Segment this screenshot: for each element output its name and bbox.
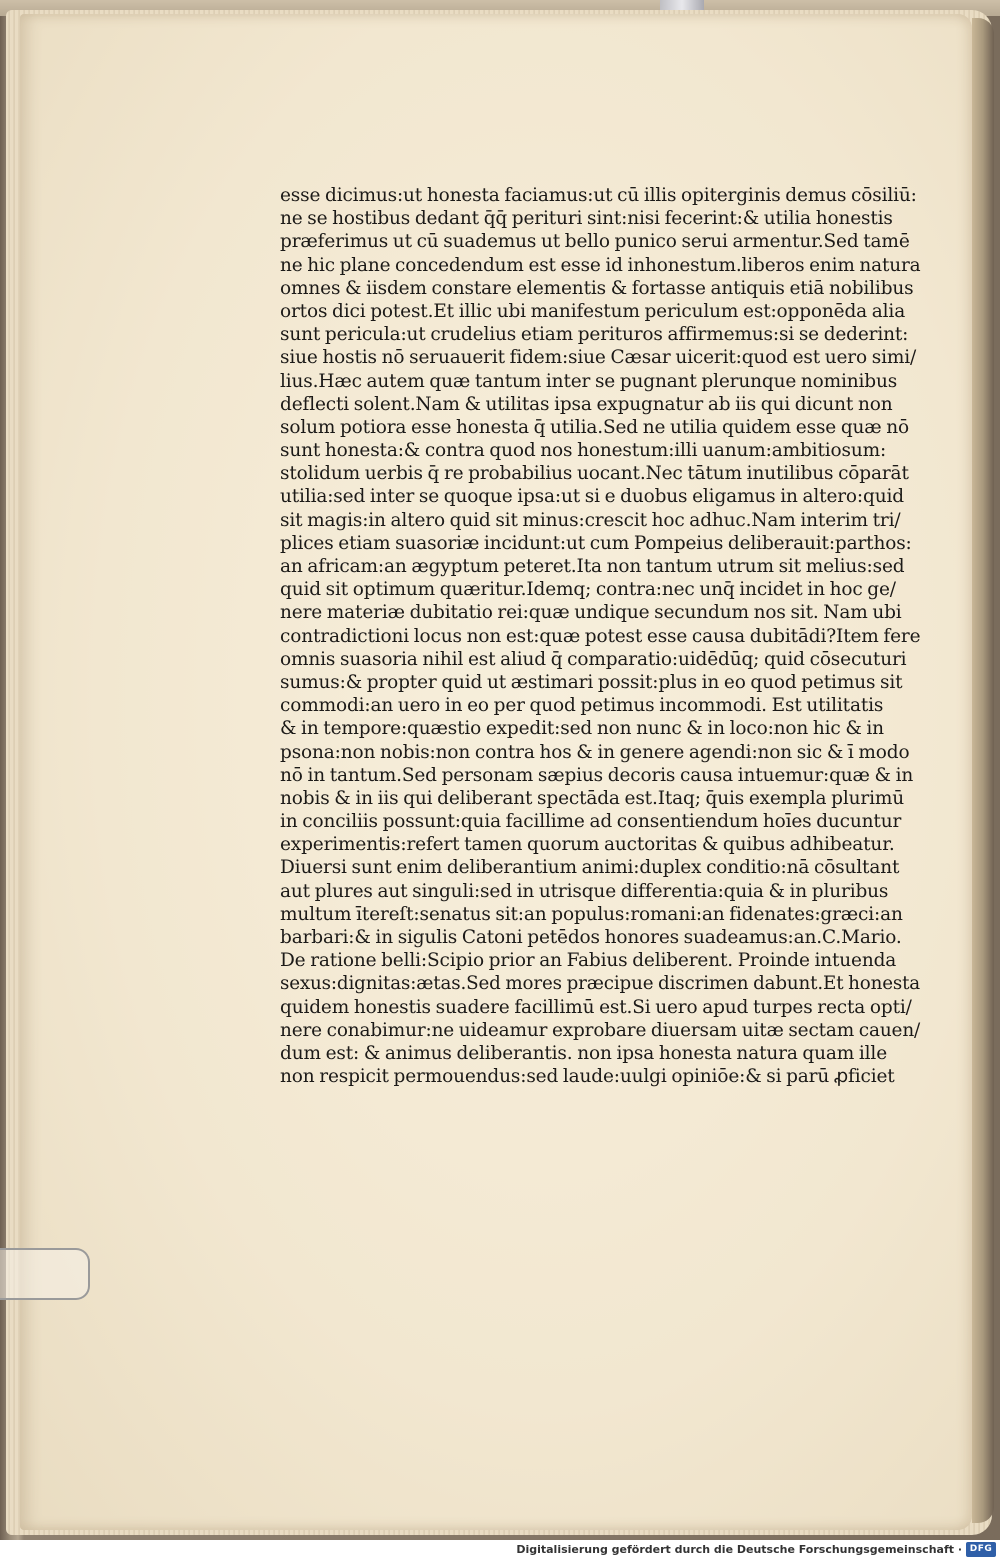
text-line: psona:non nobis:non contra hos & in genere agendi:non sic & ī modo <box>280 741 910 763</box>
text-line: utilia:sed inter se quoque ipsa:ut si e duobus eligamus in altero:quid <box>280 486 904 508</box>
text-line: lius.Hæc autem quæ tantum inter se pugnant plerunque nominibus <box>280 370 898 392</box>
text-line: ortos dici potest.Et illic ubi manifestum periculum est:opponēda alia <box>280 300 906 322</box>
text-line: an africam:an ægyptum peteret.Ita non tantum utrum sit melius:sed <box>280 556 905 577</box>
text-line: ne hic plane concedendum est esse id inhonestum.liberos enim natura <box>280 254 921 276</box>
text-line: plices etiam suasoriæ incidunt:ut cum Pompeius deliberauit:parthos: <box>280 532 912 554</box>
text-line: quidem honestis suadere facillimū est.Si uero apud turpes recta opti/ <box>280 996 912 1018</box>
dfg-logo: DFG <box>966 1542 996 1557</box>
text-line: barbari:& in sigulis Catoni petēdos honores suadeamus:an.C.Mario. <box>280 927 902 948</box>
text-line: nō in tantum.Sed personam sæpius decoris causa intuemur:quæ & in <box>280 764 914 786</box>
funding-credit: Digitalisierung gefördert durch die Deutsche Forschungsgemeinschaft · <box>516 1543 962 1556</box>
text-line: non respicit permouendus:sed laude:uulgi opiniōe:& si parū ꝓficiet <box>280 1066 895 1088</box>
text-line: dum est: & animus deliberantis. non ipsa honesta natura quam ille <box>280 1042 887 1064</box>
book-fore-edge <box>972 18 994 1523</box>
text-line: esse dicimus:ut honesta faciamus:ut cū illis opiterginis demus cōsiliū: <box>280 185 917 206</box>
text-line: De ratione belli:Scipio prior an Fabius deliberent. Proinde intuenda <box>280 950 897 972</box>
text-line: solum potiora esse honesta q̄ utilia.Sed ne utilia quidem esse quæ nō <box>280 416 909 438</box>
text-line: contradictioni locus non est:quæ potest esse causa dubitādi?Item fere <box>280 625 921 647</box>
text-line: omnes & iisdem constare elementis & fortasse antiquis etiā nobilibus <box>280 277 914 299</box>
text-line: in conciliis possunt:quia facillime ad consentiendum hoīes ducuntur <box>280 811 902 833</box>
text-line: præferimus ut cū suademus ut bello punico serui armentur.Sed tamē <box>280 231 910 253</box>
text-line: quid sit optimum quæritur.Idemq; contra:nec unq̄ incidet in hoc ge/ <box>280 579 896 601</box>
footer-bar <box>0 1540 1000 1560</box>
text-line: sit magis:in altero quid sit minus:crescit hoc adhuc.Nam interim tri/ <box>280 509 901 531</box>
text-line: deflecti solent.Nam & utilitas ipsa expugnatur ab iis qui dicunt non <box>280 393 893 415</box>
text-line: sumus:& propter quid ut æstimari possit:plus in eo quod petimus sit <box>280 671 903 693</box>
text-line: omnis suasoria nihil est aliud q̄ comparatio:uidēdūq; quid cōsecuturi <box>280 648 907 670</box>
text-line: ne se hostibus dedant q̄q̄ perituri sint:nisi fecerint:& utilia honestis <box>280 208 893 230</box>
text-line: aut plures aut singuli:sed in utrisque differentia:quia & in pluribus <box>280 880 889 902</box>
text-line: nobis & in iis qui deliberant spectāda est.Itaq; q̄uis exempla plurimū <box>280 787 905 809</box>
text-line: siue hostis nō seruauerit fidem:siue Cæsar uicerit:quod est uero simi/ <box>280 347 917 369</box>
text-line: sunt pericula:ut crudelius etiam perituros affirmemus:si se dederint: <box>280 324 909 346</box>
text-block <box>280 184 921 1088</box>
text-line: nere conabimur:ne uideamur exprobare diuersam uitæ sectam cauen/ <box>280 1019 921 1041</box>
text-line: & in tempore:quæstio expedit:sed non nunc & in loco:non hic & in <box>280 718 884 740</box>
text-line: multum ītereſt:senatus sit:an populus:romani:an fidenates:græci:an <box>280 903 903 925</box>
text-line: sunt honesta:& contra quod nos honestum:illi uanum:ambitiosum: <box>280 440 887 462</box>
text-line: commodi:an uero in eo per quod petimus incommodi. Est utilitatis <box>280 695 884 717</box>
text-line: stolidum uerbis q̄ re probabilius uocant.Nec tātum inutilibus cōparāt <box>280 463 909 485</box>
text-line: nere materiæ dubitatio rei:quæ undique secundum nos sit. Nam ubi <box>280 602 902 624</box>
bookmark-tab <box>0 1248 90 1300</box>
text-line: experimentis:refert tamen quorum auctoritas & quibus adhibeatur. <box>280 834 895 856</box>
text-line: sexus:dignitas:ætas.Sed mores præcipue discrimen dabunt.Et honesta <box>280 973 921 995</box>
text-line: Diuersi sunt enim deliberantium animi:duplex conditio:nā cōsultant <box>280 857 900 879</box>
